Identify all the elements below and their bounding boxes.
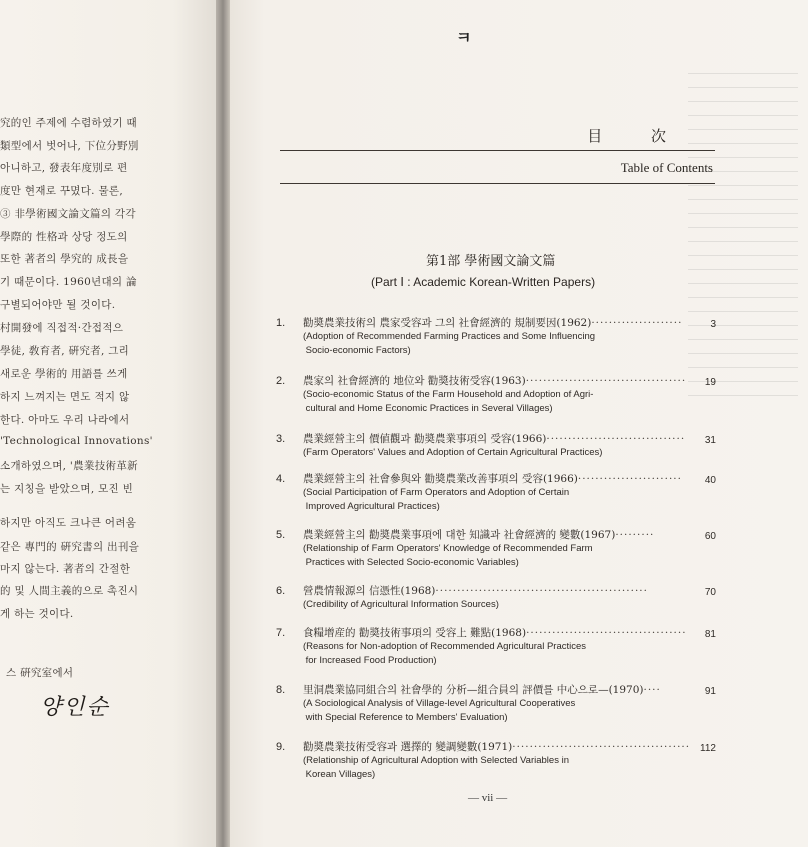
left-page-text-line: 學際的 性格과 상당 정도의: [0, 231, 128, 243]
left-page-text-line: 아니하고, 發表年度別로 편: [0, 162, 128, 174]
left-page-text-line: 게 하는 것이다.: [0, 608, 74, 620]
left-page-text-line: 구별되어야만 될 것이다.: [0, 299, 116, 311]
header-mark: ㅋ: [456, 28, 472, 47]
toc-entry-title-korean: 農業經營主의 社會參與와 勸奬農業改善事項의 受容(1966)························: [303, 473, 682, 485]
toc-entry-page: 112: [700, 743, 716, 754]
left-page-text-line: 하지만 아직도 크나큰 어려움: [0, 517, 137, 529]
toc-entry[interactable]: [276, 528, 716, 572]
toc-entry-number: 9.: [276, 741, 286, 753]
page-title-korean: 目 次: [587, 127, 688, 145]
toc-entry-number: 5.: [276, 529, 286, 541]
left-page-text-line: 村開發에 직접적·간접적으: [0, 322, 124, 334]
left-page-text-line: 的 및 人間主義的으로 촉진시: [0, 585, 139, 597]
left-page-text-line: 새로운 學術的 用語를 쓰게: [0, 368, 128, 380]
toc-entry[interactable]: [276, 432, 716, 476]
toc-entry-title-english: (A Sociological Analysis of Village-level Agricultural Cooperatives with Special Reference to Members' Evaluation): [303, 698, 576, 723]
toc-entry-number: 3.: [276, 433, 286, 445]
toc-leader-dots: ·········································: [512, 741, 691, 753]
toc-leader-dots: ·····················: [591, 317, 683, 329]
toc-entry-title-korean: 農業經營主의 勸奬農業事項에 대한 知識과 社會經濟的 變數(1967)·········: [303, 529, 655, 541]
toc-leader-dots: ························: [577, 473, 682, 485]
book-gutter: [216, 0, 230, 847]
toc-entry-title-english: (Socio-economic Status of the Farm Household and Adoption of Agri- cultural and Home Economic Practices in Several Villages): [303, 389, 594, 414]
toc-entry-number: 1.: [276, 317, 286, 329]
left-page-text-line: 마지 않는다. 著者의 간절한: [0, 563, 131, 575]
left-page-text-line: 기 때문이다. 1960년대의 論: [0, 276, 137, 288]
left-page-text-line: 하지 느껴지는 면도 적지 않: [0, 391, 130, 403]
left-page-text-line: 學徒, 敎育者, 硏究者, 그리: [0, 345, 130, 357]
left-page: [0, 0, 216, 847]
left-page-text-line: 같은 專門的 硏究書의 出刊을: [0, 541, 140, 553]
toc-entry-number: 8.: [276, 684, 286, 696]
part-title-english: (Part Ⅰ : Academic Korean-Written Papers): [371, 275, 596, 289]
page-number-footer: — vii —: [468, 792, 508, 804]
bleed-through-text: [688, 60, 798, 420]
toc-entry-number: 6.: [276, 585, 286, 597]
toc-entry-title-korean: 食糧增産的 勸奬技術事項의 受容上 難點(1968)·····································: [303, 627, 687, 639]
toc-entry-title-english: (Credibility of Agricultural Information Sources): [303, 599, 499, 610]
left-page-text-line: 스 硏究室에서: [6, 667, 74, 679]
toc-leader-dots: ·····································: [526, 627, 687, 639]
toc-entry-title-english: (Farm Operators' Values and Adoption of Certain Agricultural Practices): [303, 447, 603, 458]
toc-entry-title-english: (Reasons for Non-adoption of Recommended Agricultural Practices for Increased Food Production): [303, 641, 587, 666]
toc-entry-page: 31: [704, 435, 716, 446]
toc-leader-dots: ·········: [615, 529, 655, 541]
toc-entry-title-english: (Adoption of Recommended Farming Practices and Some Influencing Socio-economic Factors): [303, 331, 596, 356]
left-page-text-line: 는 지칭을 받았으며, 모진 빈: [0, 483, 134, 495]
title-rule-bottom: [280, 183, 715, 184]
toc-entry-number: 7.: [276, 627, 286, 639]
toc-entry-title-korean: 農業經營主의 價値觀과 勸奬農業事項의 受容(1966)································: [303, 433, 686, 445]
left-page-text-line: ③ 非學術國文論文篇의 각각: [0, 208, 136, 220]
toc-entry[interactable]: [276, 740, 716, 784]
toc-entry-title-english: (Social Participation of Farm Operators and Adoption of Certain Improved Agricultural Practices): [303, 487, 570, 512]
left-page-text-line: 또한 著者의 學究的 成長을: [0, 253, 129, 265]
toc-entry[interactable]: [276, 374, 716, 418]
left-page-text-line: 한다. 아마도 우리 나라에서: [0, 414, 130, 426]
toc-entry-title-korean: 農家의 社會經濟的 地位와 勸奬技術受容(1963)·····································: [303, 375, 687, 387]
author-signature: 양인순: [40, 695, 110, 720]
toc-entry-title-korean: 勸奬農業技術受容과 選擇的 變調變數(1971)·········································: [303, 741, 691, 753]
toc-entry[interactable]: [276, 584, 716, 628]
left-page-text-line: 度만 현재로 꾸몄다. 물론,: [0, 185, 123, 197]
right-page: [230, 0, 808, 847]
toc-entry-page: 81: [704, 629, 716, 640]
toc-entry-page: 60: [704, 531, 716, 542]
toc-entry-page: 91: [704, 686, 716, 697]
left-page-text-line: 'Technological Innovations': [0, 435, 153, 447]
toc-leader-dots: ····: [643, 684, 661, 696]
toc-leader-dots: ·················································: [435, 585, 648, 597]
toc-entry-page: 70: [704, 587, 716, 598]
toc-entry-title-korean: 勸奬農業技術의 農家受容과 그의 社會經濟的 規制要因(1962)·····················: [303, 317, 683, 329]
toc-entry-title-korean: 營農情報源의 信憑性(1968)·················································: [303, 585, 648, 597]
toc-entry-page: 40: [704, 475, 716, 486]
title-rule-top: [280, 150, 715, 151]
toc-entry[interactable]: [276, 626, 716, 670]
toc-entry[interactable]: [276, 316, 716, 360]
toc-entry-page: 19: [704, 377, 716, 388]
toc-entry-page: 3: [710, 319, 716, 330]
toc-entry-title-english: (Relationship of Farm Operators' Knowledge of Recommended Farm Practices with Selected Socio-economic Variables): [303, 543, 593, 568]
left-page-text-line: 類型에서 벗어나, 下位分野別: [0, 140, 139, 152]
toc-entry-title-korean: 里洞農業協同組合의 社會學的 分析—組合員의 評價를 中心으로—(1970)····: [303, 684, 661, 696]
toc-leader-dots: ································: [546, 433, 686, 445]
left-page-text-line: 소개하였으며, '農業技術革新: [0, 460, 138, 472]
toc-entry-title-english: (Relationship of Agricultural Adoption with Selected Variables in Korean Villages): [303, 755, 569, 780]
toc-entry-number: 2.: [276, 375, 286, 387]
part-title-korean: 第1部 學術國文論文篇: [426, 254, 556, 269]
page-title-english: Table of Contents: [620, 160, 713, 175]
toc-entry-number: 4.: [276, 473, 286, 485]
toc-entry[interactable]: [276, 472, 716, 516]
left-page-text-line: 究的인 주제에 수렴하였기 때: [0, 117, 137, 129]
toc-leader-dots: ·····································: [525, 375, 687, 387]
toc-entry[interactable]: [276, 683, 716, 727]
